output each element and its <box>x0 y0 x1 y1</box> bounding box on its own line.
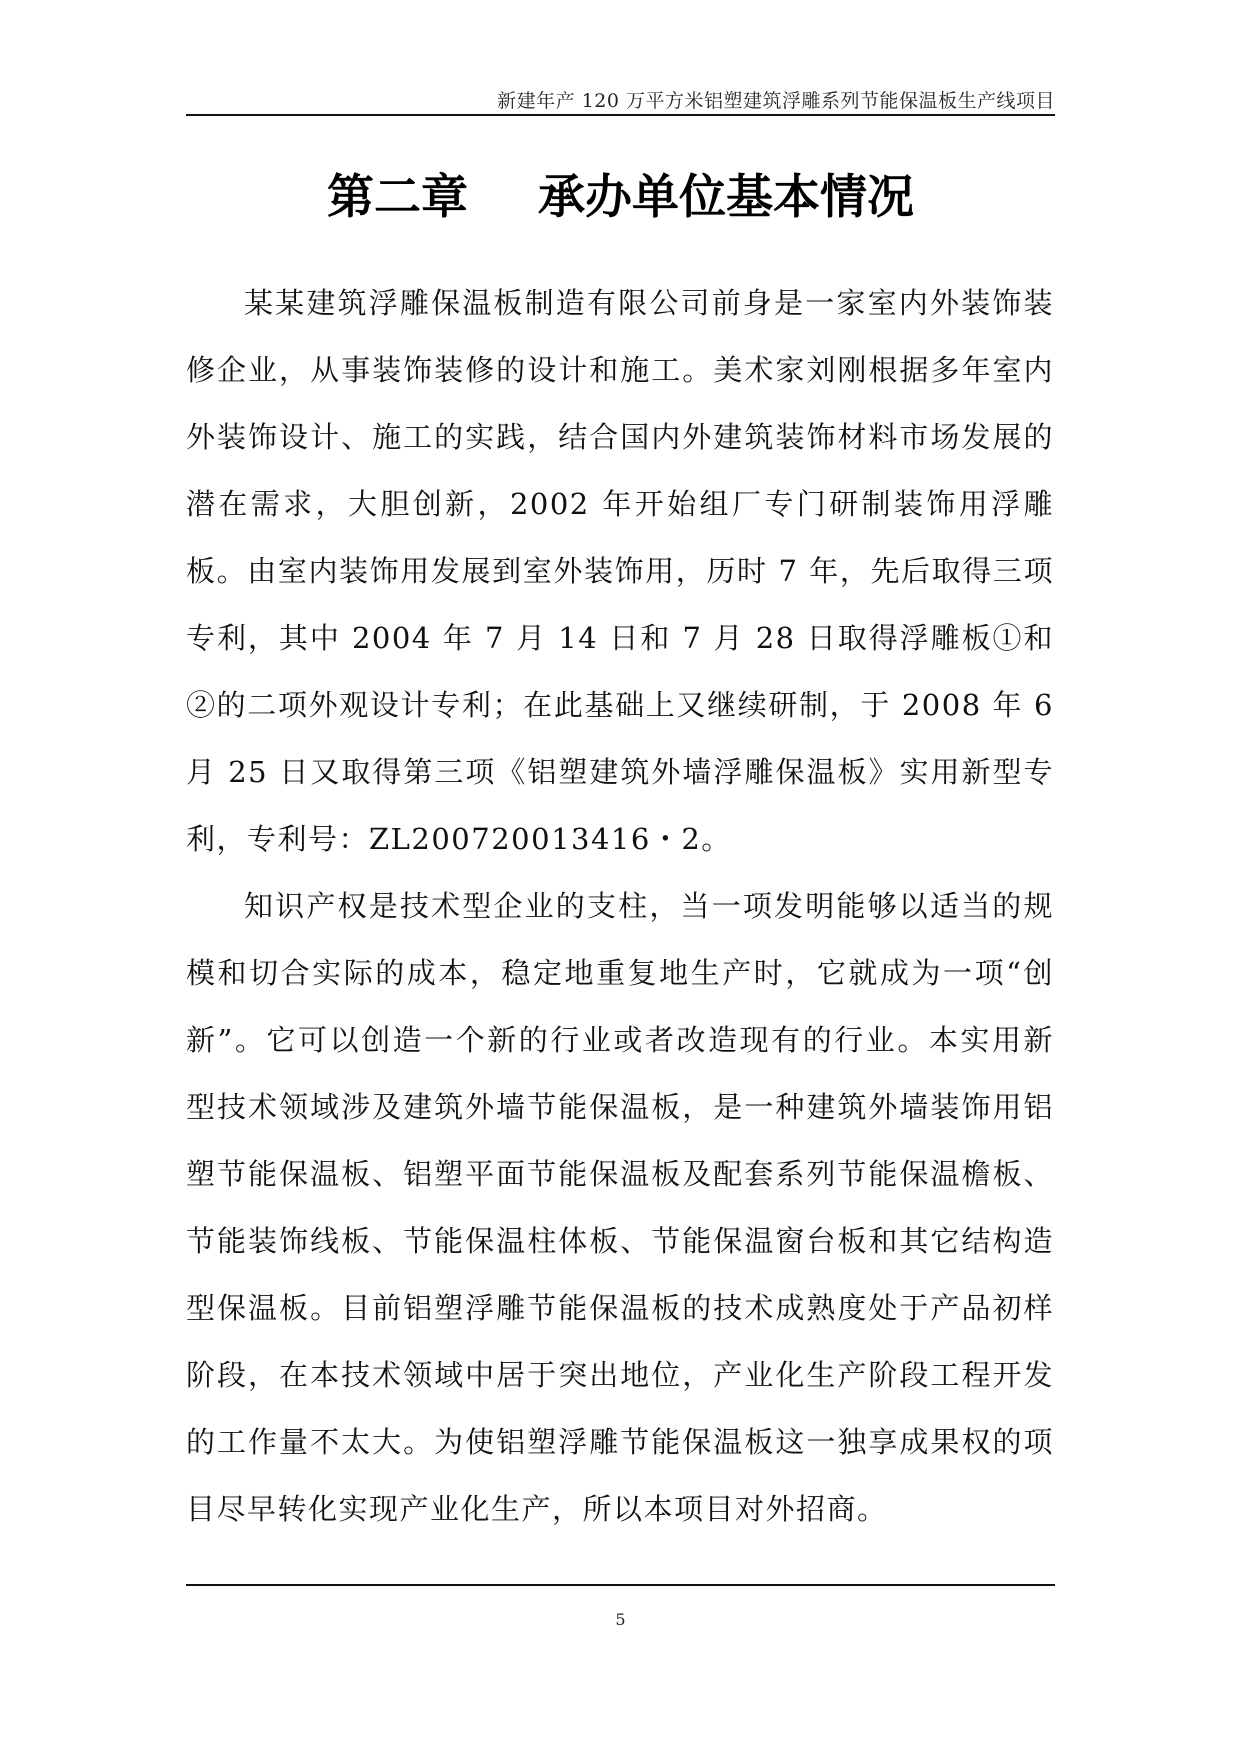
header-rule <box>186 114 1055 116</box>
page-number: 5 <box>615 1610 626 1629</box>
footer-rule <box>186 1584 1055 1586</box>
running-header: 新建年产 120 万平方米铝塑建筑浮雕系列节能保温板生产线项目 <box>497 90 1055 112</box>
body-text <box>186 270 1054 1543</box>
paragraph: 某某建筑浮雕保温板制造有限公司前身是一家室内外装饰装修企业，从事装饰装修的设计和施工。美术家刘刚根据多年室内外装饰设计、施工的实践，结合国内外建筑装饰材料市场发展的潜在需求，大胆创新，2002 年开始组厂专门研制装饰用浮雕板。由室内装饰用发展到室外装饰用，历时 7 年，先后取得三项专利，其中 2004 年 7 月 14 日和 7 月 28 日取得浮雕板①和②的二项外观设计专利；在此基础上又继续研制，于 2008 年 6 月 25 日又取得第三项《铝塑建筑外墙浮雕保温板》实用新型专利，专利号：ZL200720013416・2。 <box>186 286 1054 856</box>
chapter-number: 第二章 <box>327 170 468 225</box>
paragraph: 知识产权是技术型企业的支柱，当一项发明能够以适当的规模和切合实际的成本，稳定地重复地生产时，它就成为一项“创新”。它可以创造一个新的行业或者改造现有的行业。本实用新型技术领域涉及建筑外墙节能保温板，是一种建筑外墙装饰用铝塑节能保温板、铝塑平面节能保温板及配套系列节能保温檐板、节能装饰线板、节能保温柱体板、节能保温窗台板和其它结构造型保温板。目前铝塑浮雕节能保温板的技术成熟度处于产品初样阶段，在本技术领域中居于突出地位，产业化生产阶段工程开发的工作量不太大。为使铝塑浮雕节能保温板这一独享成果权的项目尽早转化实现产业化生产，所以本项目对外招商。 <box>186 889 1054 1526</box>
chapter-title-text: 承办单位基本情况 <box>538 170 914 225</box>
chapter-heading <box>186 160 1055 227</box>
